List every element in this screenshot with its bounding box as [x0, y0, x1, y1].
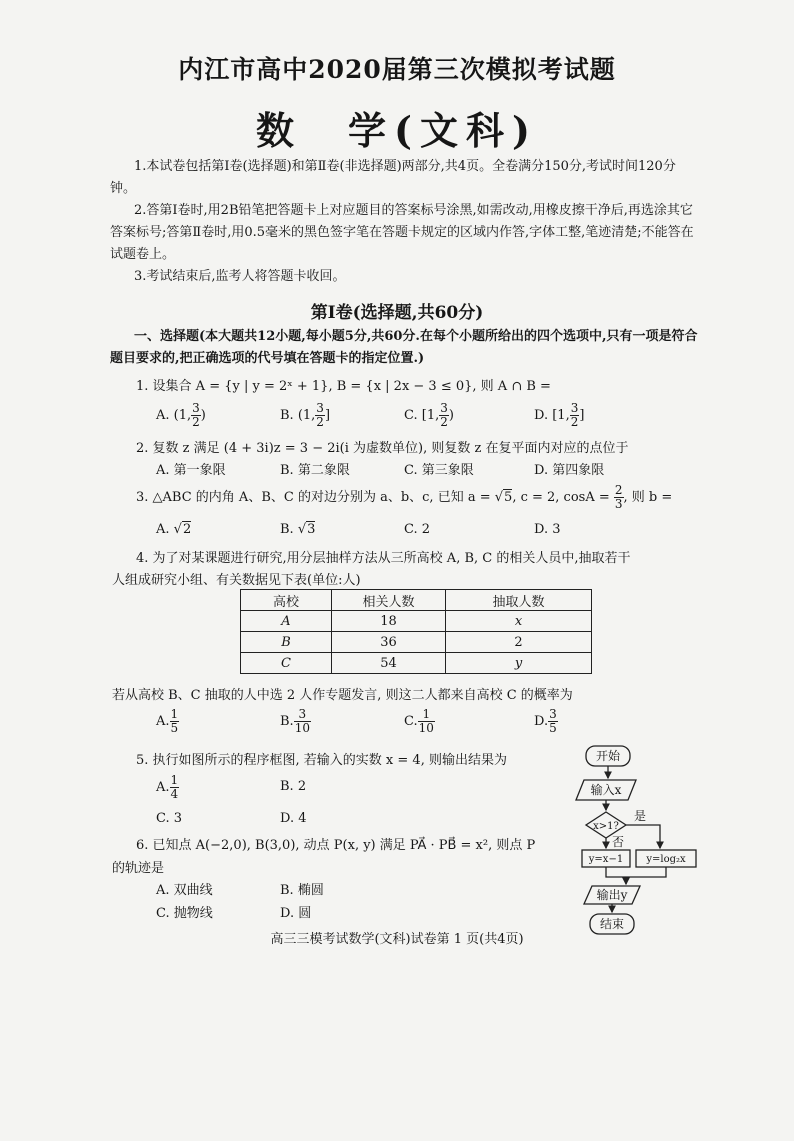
q1-stem: 1. 设集合 A = {y | y = 2ˣ + 1}, B = {x | 2x − 3 ≤ 0}, 则 A ∩ B = [136, 379, 551, 394]
table-cell: 54 [332, 653, 446, 674]
section-intro: 一、选择题(本大题共12小题,每小题5分,共60分.在每个小题所给出的四个选项中,只有一项是符合题目要求的,把正确选项的代号填在答题卡的指定位置.) [110, 329, 698, 366]
q4-option-b: B. $\frac{3}{10}$ [280, 707, 310, 735]
q3-option-d: D. 3 [534, 522, 561, 537]
q4-stem-2: 人组成研究小组、有关数据见下表(单位:人) [112, 573, 361, 588]
flow-left-label: y=x−1 [588, 854, 624, 865]
q3-option-b: B. √3 [280, 522, 316, 537]
flow-decision-label: x>1? [593, 821, 619, 832]
flow-yes-label: 是 [634, 809, 647, 823]
q6-option-a: A. 双曲线 [156, 883, 213, 898]
q6-option-d: D. 圆 [280, 906, 312, 921]
table-header-row [241, 590, 592, 611]
program-flowchart [570, 740, 710, 940]
q4-option-d: D. $\frac{3}{5}$ [534, 707, 557, 735]
q6-option-c: C. 抛物线 [156, 906, 213, 921]
table-cell: x [446, 611, 592, 632]
q6-stem-2: 的轨迹是 [112, 861, 165, 876]
instruction-1: 1.本试卷包括第Ⅰ卷(选择题)和第Ⅱ卷(非选择题)两部分,共4页。全卷满分150分,考试时间120分钟。 [110, 159, 676, 196]
q2-stem: 2. 复数 z 满足 (4 + 3i)z = 3 − 2i(i 为虚数单位), 则复数 z 在复平面内对应的点位于 [136, 441, 629, 456]
instruction-3: 3.考试结束后,监考人将答题卡收回。 [134, 269, 346, 284]
q3-stem: 3. △ABC 的内角 A、B、C 的对边分别为 a、b、c, 已知 a = √5, c = 2, cosA = $\frac{2}{3}$ , 则 b = [136, 483, 673, 511]
table-header-cell: 高校 [241, 590, 332, 611]
data-table [240, 589, 592, 674]
q5-stem: 5. 执行如图所示的程序框图, 若输入的实数 x = 4, 则输出结果为 [136, 753, 507, 768]
q2-option-c: C. 第三象限 [404, 463, 474, 478]
q3-option-c: C. 2 [404, 522, 431, 537]
flow-start-label: 开始 [595, 749, 621, 763]
subject-title: 数 学(文科) [256, 108, 538, 153]
q3-option-a: A. √2 [156, 522, 192, 537]
q2-option-d: D. 第四象限 [534, 463, 605, 478]
q1-option-b: B. (1, $\frac{3}{2}$ ] [280, 401, 331, 429]
table-cell: 18 [332, 611, 446, 632]
q4-stem-3: 若从高校 B、C 抽取的人中选 2 人作专题发言, 则这二人都来自高校 C 的概率为 [112, 688, 573, 703]
q4-option-a: A. $\frac{1}{5}$ [156, 707, 179, 735]
q6-stem-1: 6. 已知点 A(−2,0), B(3,0), 动点 P(x, y) 满足 PA⃗ · PB⃗ = x², 则点 P [136, 838, 536, 853]
table-cell: B [241, 632, 332, 653]
q5-option-c: C. 3 [156, 811, 183, 826]
table-header-cell: 相关人数 [332, 590, 446, 611]
q1-option-c: C. [1, $\frac{3}{2}$ ) [404, 401, 454, 429]
table-header-cell: 抽取人数 [446, 590, 592, 611]
q5-option-d: D. 4 [280, 811, 307, 826]
q4-stem-1: 4. 为了对某课题进行研究,用分层抽样方法从三所高校 A, B, C 的相关人员中,抽取若干 [136, 551, 631, 566]
q2-option-a: A. 第一象限 [156, 463, 226, 478]
table-cell: 2 [446, 632, 592, 653]
table-row [241, 653, 592, 674]
q1-option-a: A. (1, $\frac{3}{2}$ ) [156, 401, 206, 429]
q5-option-b: B. 2 [280, 779, 307, 794]
table-cell: A [241, 611, 332, 632]
q5-option-a: A. $\frac{1}{4}$ [156, 773, 179, 801]
flow-no-label: 否 [612, 835, 625, 849]
q1-option-d: D. [1, $\frac{3}{2}$ ] [534, 401, 585, 429]
table-row [241, 611, 592, 632]
table-cell: C [241, 653, 332, 674]
table-row [241, 632, 592, 653]
section-title: 第Ⅰ卷(选择题,共60分) [310, 303, 484, 323]
flow-right-label: y=log₂x [646, 854, 686, 865]
flow-input-label: 输入x [590, 783, 622, 797]
instruction-2: 2.答第Ⅰ卷时,用2B铅笔把答题卡上对应题目的答案标号涂黑,如需改动,用橡皮擦干净后,再选涂其它答案标号;答第Ⅱ卷时,用0.5毫米的黑色签字笔在答题卡规定的区域内作答,字体工整,笔迹清楚;不能答在试题卷上。 [110, 203, 694, 262]
q6-option-b: B. 椭圆 [280, 883, 324, 898]
table-cell: 36 [332, 632, 446, 653]
page-footer: 高三三模考试数学(文科)试卷第 1 页(共4页) [270, 932, 524, 947]
q4-option-c: C. $\frac{1}{10}$ [404, 707, 434, 735]
flow-output-label: 输出y [596, 888, 628, 902]
q2-option-b: B. 第二象限 [280, 463, 350, 478]
table-cell: y [446, 653, 592, 674]
paper-title: 内江市高中2020届第三次模拟考试题 [178, 55, 616, 84]
flow-end-label: 结束 [599, 917, 625, 931]
